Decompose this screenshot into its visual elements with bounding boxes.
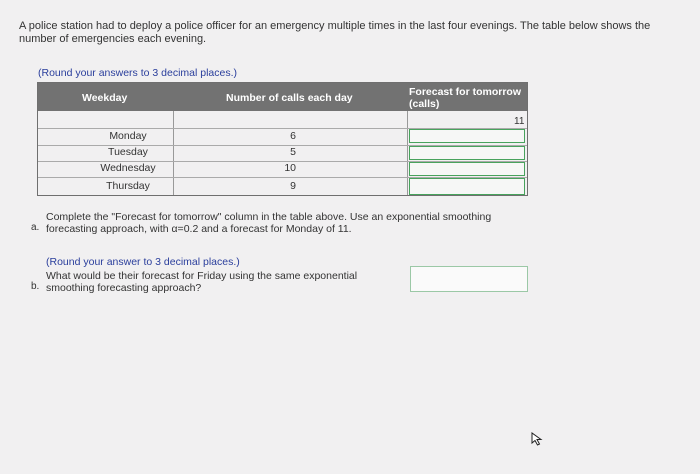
forecast-input-monday[interactable] <box>409 129 525 143</box>
part-b-question: What would be their forecast for Friday using the same exponential smoothing forecasting approach? <box>46 270 358 294</box>
row-calls: 6 <box>290 130 296 142</box>
row-calls: 5 <box>290 146 296 158</box>
header-forecast: Forecast for tomorrow (calls) <box>409 86 522 110</box>
part-b-label: b. <box>31 281 40 292</box>
forecast-input-thursday[interactable] <box>409 178 525 195</box>
table-header <box>38 83 527 111</box>
row-weekday: Tuesday <box>108 146 148 158</box>
rounding-hint-b: (Round your answer to 3 decimal places.) <box>46 256 240 268</box>
forecast-input-wednesday[interactable] <box>409 162 525 176</box>
problem-intro: A police station had to deploy a police officer for an emergency multiple times in the last four evenings. The table below shows the number of emergencies each evening. <box>19 20 651 45</box>
mouse-pointer-icon <box>531 432 543 446</box>
row-weekday: Monday <box>109 130 147 142</box>
forecast-table <box>37 82 528 196</box>
column-divider <box>407 111 408 195</box>
row-calls: 10 <box>284 162 296 174</box>
part-a-question: Complete the "Forecast for tomorrow" column in the table above. Use an exponential smoothing forecasting approach, with α=0.2 and a forecast for Monday of 11. <box>46 211 492 235</box>
row-weekday: Thursday <box>106 180 150 192</box>
header-weekday: Weekday <box>82 92 128 104</box>
header-calls: Number of calls each day <box>226 92 353 104</box>
rounding-hint: (Round your answers to 3 decimal places.) <box>38 67 238 79</box>
preset-forecast-value: 11 <box>514 116 525 127</box>
row-weekday: Wednesday <box>100 162 156 174</box>
friday-forecast-input[interactable] <box>410 266 528 292</box>
row-calls: 9 <box>290 180 296 192</box>
forecast-input-tuesday[interactable] <box>409 146 525 160</box>
part-a-label: a. <box>31 222 40 233</box>
